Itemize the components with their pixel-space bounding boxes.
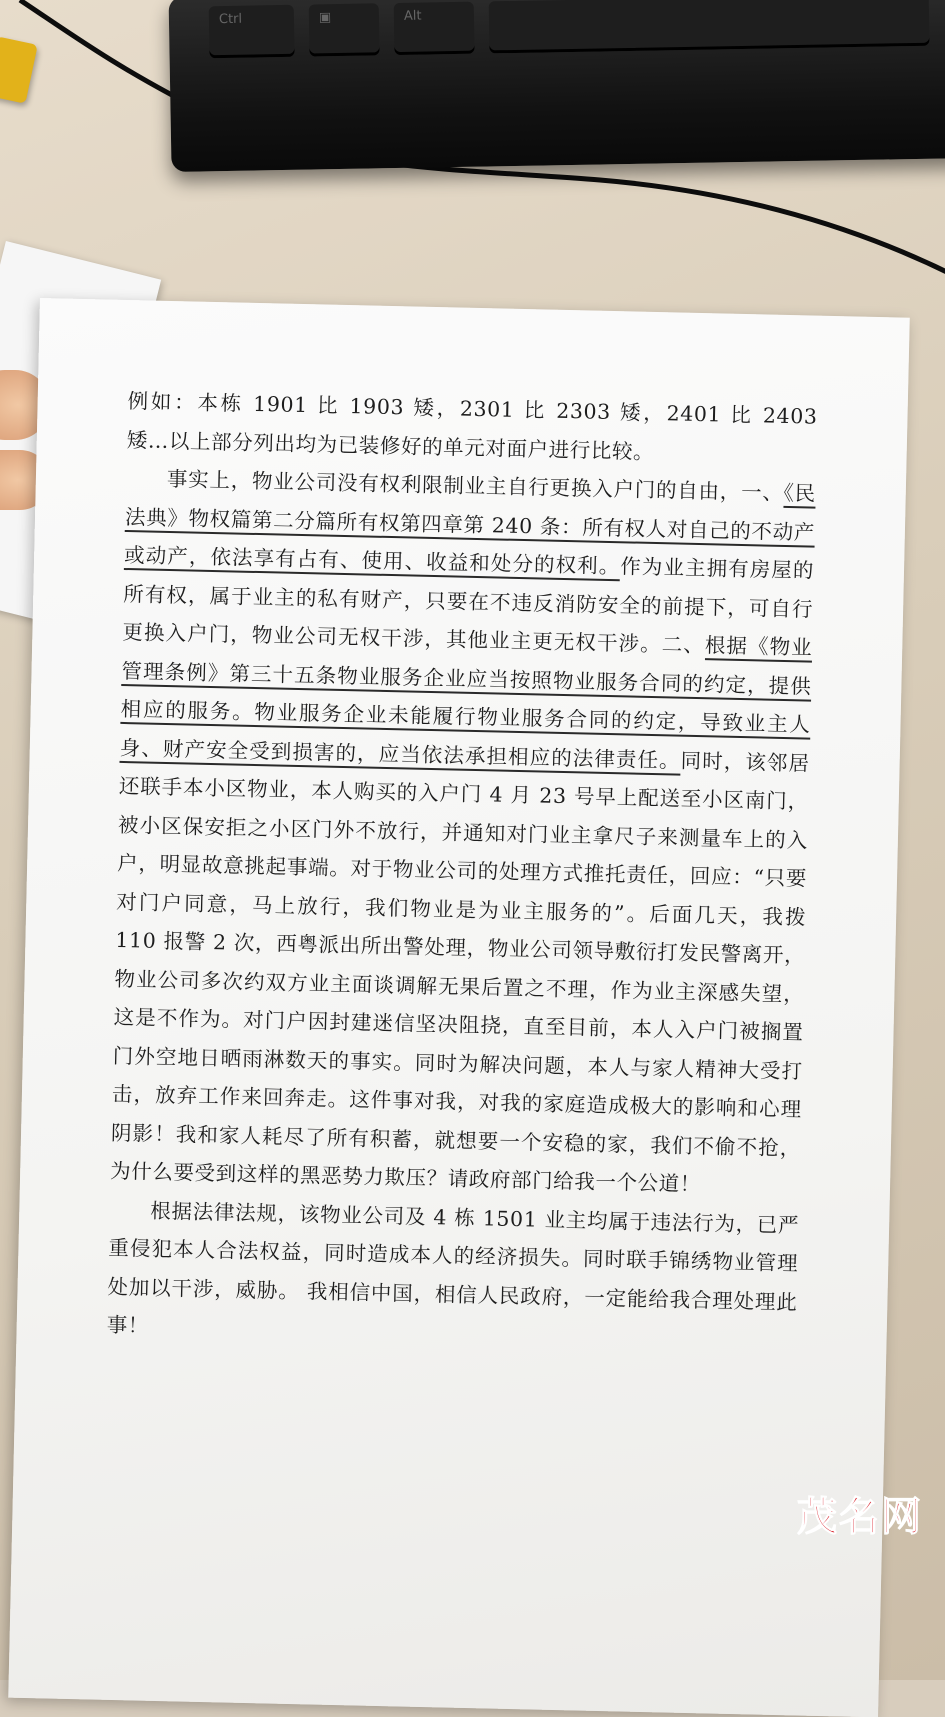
document-body	[106, 382, 818, 1360]
paragraph-2-narrative: 同时，该邻居还联手本小区物业，本人购买的入户门 4 月 23 号早上配送至小区南门，被小区保安拒之小区门外不放行，并通知对门业主拿尺子来测量车上的入户，明显故意挑起事端。对于物业公司的处理方式推托责任，回应：“只要对门户同意，马上放行，我们物业是为业主服务的”。后面几天，我拨 110 报警 2 次，西粤派出所出警处理，物业公司领导敷衍打发民警离开，物业公司多次约双方业主面谈调解无果后置之不理，作为业主深感失望，这是不作为。对门户因封建迷信坚决阻挠，直至目前，本人入户门被搁置门外空地日晒雨淋数天的事实。同时为解决问题，本人与家人精神大受打击，放弃工作来回奔走。这件事对我，对我的家庭造成极大的影响和心理阴影！我和家人耗尽了所有积蓄，就想要一个安稳的家，我们不偷不抢，为什么要受到这样的黑恶势力欺压？请政府部门给我一个公道！	[109, 748, 810, 1197]
property-regulation-quote: 根据《物业管理条例》第三十五条物业服务企业应当按照物业服务合同的约定，提供相应的服务。物业服务企业未能履行物业服务合同的约定，导致业主人身、财产安全受到损害的，应当依法承担相应的法律责任。	[119, 633, 812, 775]
paragraph-3: 根据法律法规，该物业公司及 4 栋 1501 业主均属于违法行为，已严重侵犯本人合法权益，同时造成本人的经济损失。同时联手锦绣物业管理处加以干涉，威胁。 我相信中国，相信人民政府，一定能给我合理处理此事！	[106, 1198, 800, 1338]
alt-key: Alt	[394, 2, 475, 55]
keyboard	[169, 0, 945, 172]
document-page	[8, 298, 910, 1717]
civil-code-quote: 《民法典》物权篇第二分篇所有权第四章第 240 条：所有权人对自己的不动产或动产，依法享有占有、使用、收益和处分的权利。	[124, 481, 816, 581]
site-watermark: 茂名网	[797, 1494, 923, 1540]
ctrl-key: Ctrl	[209, 5, 295, 58]
paragraph-2-intro: 事实上，物业公司没有权利限制业主自行更换入户门的自由，一、	[166, 466, 784, 505]
space-bar	[489, 0, 930, 53]
paragraph-2-middle: 作为业主拥有房屋的所有权，属于业主的私有财产，只要在不违反消防安全的前提下，可自行更换入户门，物业公司无权干涉，其他业主更无权干涉。二、	[122, 554, 815, 658]
paragraph-2	[110, 459, 816, 1206]
windows-key: ▣	[309, 3, 380, 56]
paragraph-1: 例如：本栋 1901 比 1903 矮，2301 比 2303 矮，2401 比 2403 矮…以上部分列出均为已装修好的单元对面户进行比较。	[126, 389, 818, 464]
